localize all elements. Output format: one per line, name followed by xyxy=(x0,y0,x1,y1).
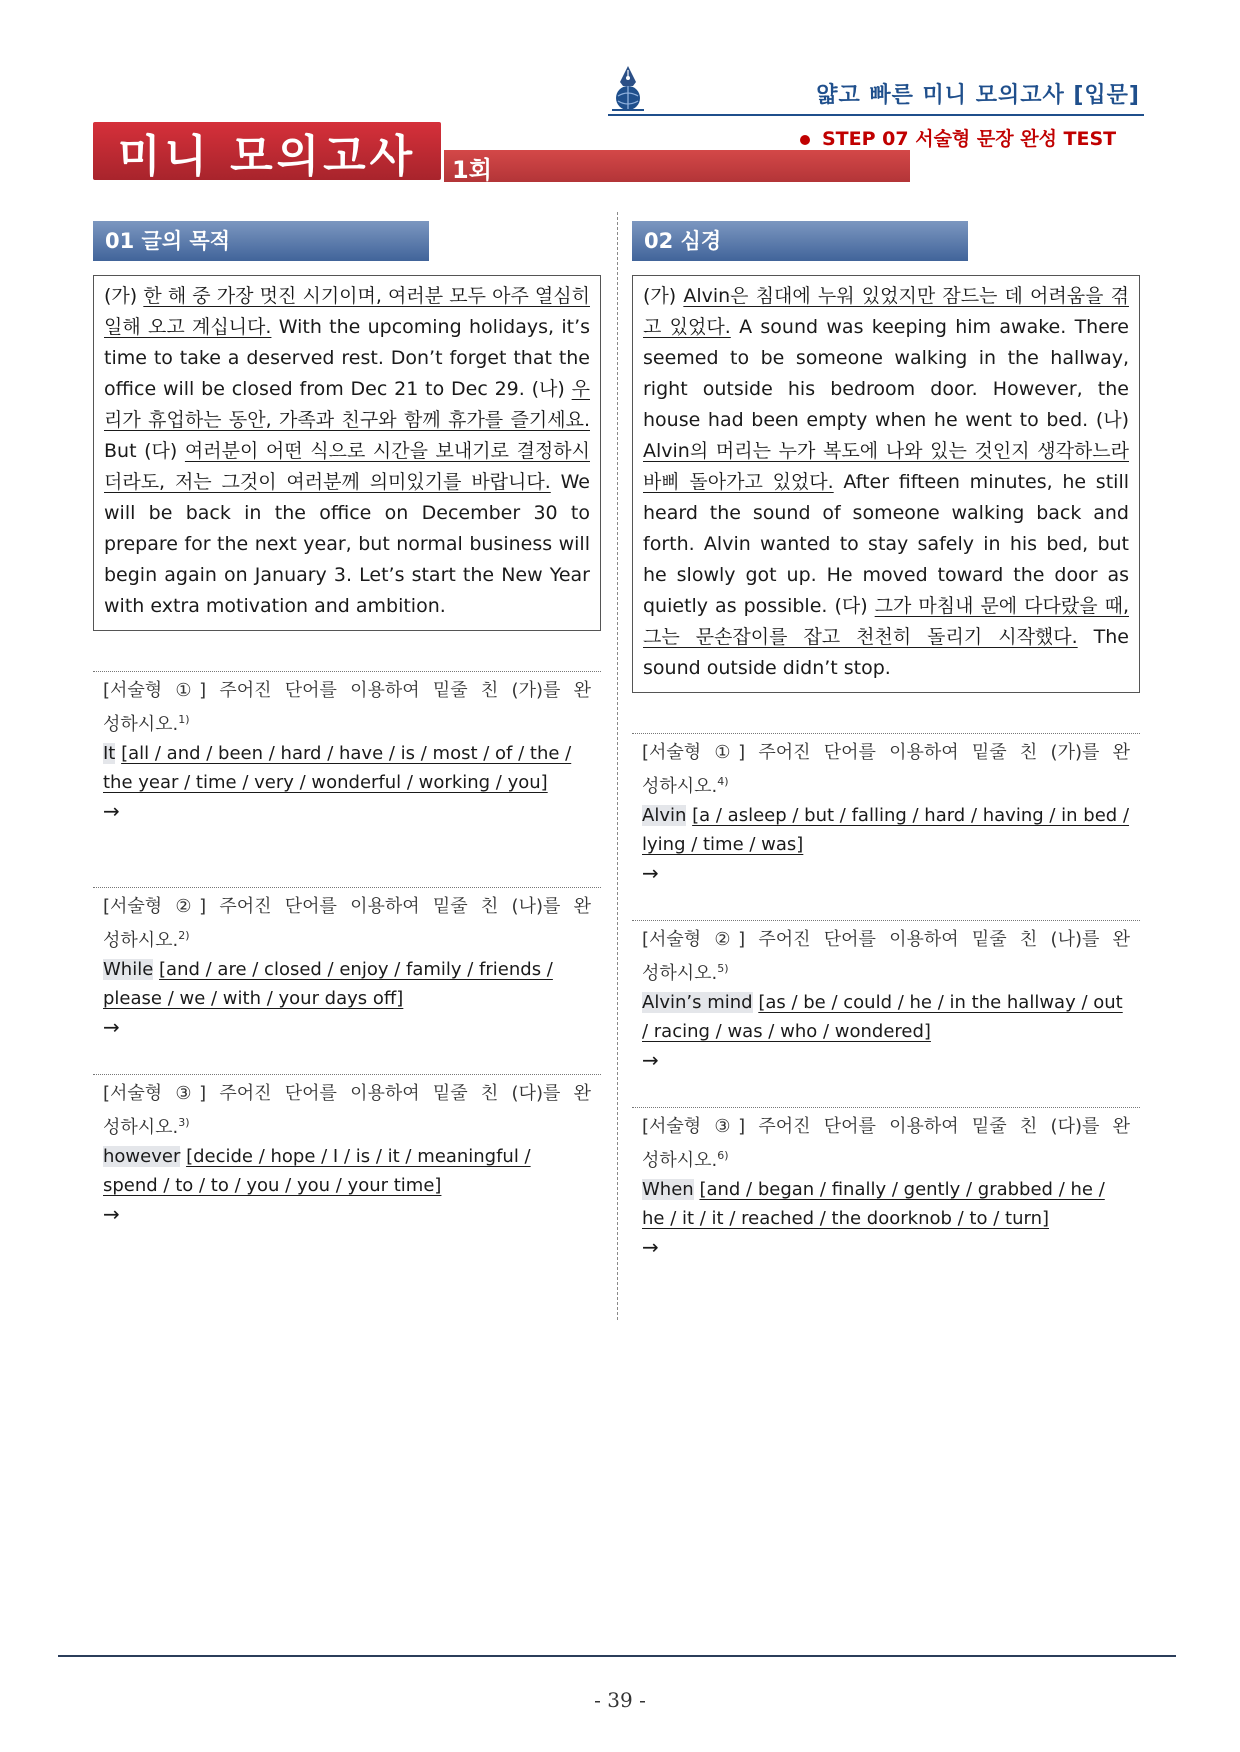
passage-box xyxy=(93,275,601,631)
label-a: (가) xyxy=(643,285,677,307)
word-bank xyxy=(642,988,1130,1046)
underlined-sentence-c: 여러분이 어떤 식으로 시간을 보내기로 결정하시더라도, 저는 그것이 여러분께 의미있기를 바랍니다. xyxy=(104,440,590,493)
question-prompt-end: 성하시오.$^{3)}$ xyxy=(103,1116,190,1138)
step-label xyxy=(800,124,1138,151)
word-list: [and / are / closed / enjoy / family / friends / please / we / with / your days off] xyxy=(103,959,553,1009)
passage-box xyxy=(632,275,1140,693)
sentence-start: It xyxy=(103,743,116,764)
word-list: [a / asleep / but / falling / hard / having / in bed / lying / time / was] xyxy=(642,805,1130,855)
question-prompt-end: 성하시오.$^{6)}$ xyxy=(642,1149,729,1171)
label-a: (가) xyxy=(104,285,138,307)
question-prompt: [서술형 ③] 주어진 단어를 이용하여 밑줄 친 (다)를 완 xyxy=(103,1083,591,1104)
label-b: (나) xyxy=(531,378,565,400)
footnote-marker: 6) xyxy=(717,1149,729,1162)
underlined-sentence-a: 한 해 중 가장 멋진 시기이며, 여러분 모두 아주 열심히 일해 오고 계십니다. xyxy=(104,285,590,338)
question-block xyxy=(632,920,1140,1074)
page-number: - 39 - xyxy=(594,1688,646,1712)
word-list: [and / began / finally / gently / grabbed / he / he / it / it / reached / the doorknob / to / turn] xyxy=(642,1179,1105,1229)
answer-arrow-icon: → xyxy=(103,1015,120,1039)
sentence-start: When xyxy=(642,1179,694,1200)
question-prompt: [서술형 ③] 주어진 단어를 이용하여 밑줄 친 (다)를 완 xyxy=(642,1116,1130,1137)
sentence-start: While xyxy=(103,959,154,980)
underlined-sentence-a: Alvin은 침대에 누워 있었지만 잠드는 데 어려움을 겪고 있었다. xyxy=(643,285,1129,338)
question-prompt-end: 성하시오.$^{1)}$ xyxy=(103,713,190,735)
label-c: (다) xyxy=(834,595,868,617)
passage-text: The sound outside didn’t stop. xyxy=(643,626,1129,679)
answer-arrow-icon: → xyxy=(103,1202,120,1226)
word-bank xyxy=(103,955,591,1013)
underlined-sentence-b: Alvin의 머리는 누가 복도에 나와 있는 것인지 생각하느라 바삐 돌아가고 있었다. xyxy=(643,440,1129,493)
section-heading-purpose: 01 글의 목적 xyxy=(93,221,429,261)
footnote-marker: 1) xyxy=(178,713,190,726)
answer-arrow-icon: → xyxy=(642,1235,659,1259)
word-bank xyxy=(642,801,1130,859)
book-title: 얇고 빠른 미니 모의고사 [입문] xyxy=(816,83,1140,108)
word-list: [as / be / could / he / in the hallway / out / racing / was / who / wondered] xyxy=(642,992,1123,1042)
question-prompt-end: 성하시오.$^{4)}$ xyxy=(642,775,729,797)
word-list: [decide / hope / I / is / it / meaningful / spend / to / to / you / you / your time] xyxy=(103,1146,531,1196)
word-bank xyxy=(642,1175,1130,1233)
passage-text: With the upcoming holidays, it’s time to take a deserved rest. Don’t forget that the office will be closed from Dec 21 to Dec 29. xyxy=(104,316,591,400)
answer-arrow-icon: → xyxy=(103,799,120,823)
question-block xyxy=(632,733,1140,887)
sentence-start: Alvin xyxy=(642,805,687,826)
sentence-start: Alvin’s mind xyxy=(642,992,753,1013)
question-block xyxy=(93,887,601,1041)
answer-arrow-icon: → xyxy=(642,1048,659,1072)
answer-arrow-icon: → xyxy=(642,861,659,885)
page-title: 미니 모의고사 xyxy=(117,131,417,182)
section-heading-mood: 02 심경 xyxy=(632,221,968,261)
footnote-marker: 3) xyxy=(178,1116,190,1129)
pen-nib-globe-icon xyxy=(606,64,650,114)
word-bank xyxy=(103,1142,591,1200)
question-prompt: [서술형 ②] 주어진 단어를 이용하여 밑줄 친 (나)를 완 xyxy=(103,896,591,917)
passage-text: But xyxy=(104,440,145,462)
step-text: STEP 07 서술형 문장 완성 TEST xyxy=(822,128,1117,150)
word-bank xyxy=(103,739,591,797)
underlined-sentence-c: 그가 마침내 문에 다다랐을 때, 그는 문손잡이를 잡고 천천히 돌리기 시작했다. xyxy=(643,595,1129,648)
round-label: 1회 xyxy=(452,156,492,184)
question-block xyxy=(632,1107,1140,1261)
question-block xyxy=(93,1074,601,1228)
label-c: (다) xyxy=(144,440,178,462)
passage-text: After fifteen minutes, he still heard the sound of someone walking back and forth. Alvin wanted to stay safely in his bed, but he slowly got up. He moved toward the door as quietly as possible. xyxy=(643,471,1129,617)
header-divider xyxy=(608,114,1144,116)
word-list: [all / and / been / hard / have / is / most / of / the / the year / time / very / wonderful / working / you] xyxy=(103,743,572,793)
round-banner xyxy=(444,150,910,182)
question-block xyxy=(93,671,601,825)
label-b: (나) xyxy=(1095,409,1129,431)
footnote-marker: 5) xyxy=(717,962,729,975)
question-prompt: [서술형 ①] 주어진 단어를 이용하여 밑줄 친 (가)를 완 xyxy=(103,680,591,701)
question-prompt-end: 성하시오.$^{2)}$ xyxy=(103,929,190,951)
underlined-sentence-b: 우리가 휴업하는 동안, 가족과 친구와 함께 휴가를 즐기세요. xyxy=(104,378,590,431)
question-prompt-end: 성하시오.$^{5)}$ xyxy=(642,962,729,984)
column-divider xyxy=(617,212,618,1320)
footer-divider xyxy=(58,1655,1176,1657)
bullet-icon xyxy=(800,135,810,145)
question-prompt: [서술형 ②] 주어진 단어를 이용하여 밑줄 친 (나)를 완 xyxy=(642,929,1130,950)
footnote-marker: 4) xyxy=(717,775,729,788)
question-prompt: [서술형 ①] 주어진 단어를 이용하여 밑줄 친 (가)를 완 xyxy=(642,742,1130,763)
sentence-start: however xyxy=(103,1146,181,1167)
footnote-marker: 2) xyxy=(178,929,190,942)
passage-text: We will be back in the office on December 30 to prepare for the next year, but normal business will begin again on January 3. Let’s start the New Year with extra motivation and ambition. xyxy=(104,471,590,617)
passage-text: A sound was keeping him awake. There seemed to be someone walking in the hallway, right outside his bedroom door. However, the house had been empty when he went to bed. xyxy=(643,316,1129,431)
